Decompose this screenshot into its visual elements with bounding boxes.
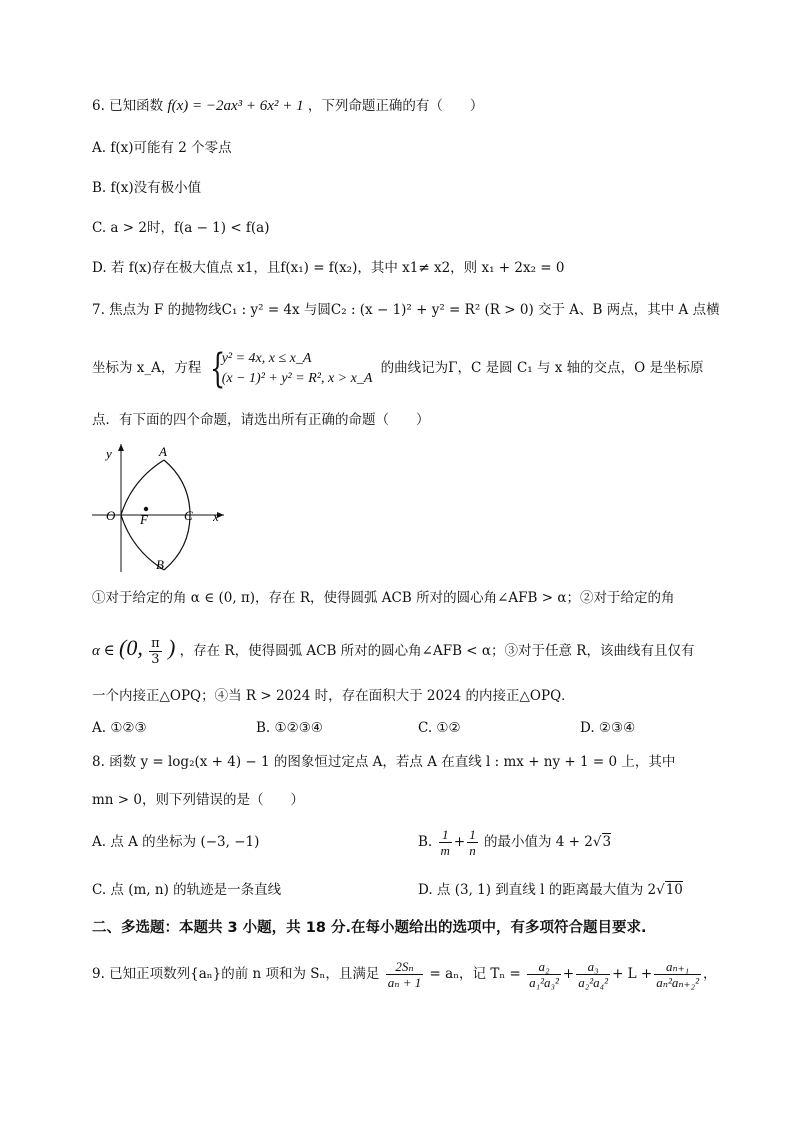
q9-plus1: + — [562, 966, 575, 982]
brace-glyph: { — [209, 345, 225, 392]
q7-close-paren: ) — [168, 635, 176, 660]
q6-option-d: D. 若 f(x)存在极大值点 x1，且f(x₁) = f(x₂)，其中 x1≠ x2，则 x₁ + 2x₂ = 0 — [92, 260, 565, 276]
q8-frac-1-over-m — [439, 827, 452, 858]
q7-option-c: C. ①② — [418, 720, 461, 736]
label-C: C — [184, 508, 193, 523]
label-B: B — [156, 557, 164, 572]
q9-end: ， — [702, 966, 717, 982]
q6-stem-suffix: ，下列命题正确的有（ ） — [307, 98, 484, 114]
q7-system-row1: y² = 4x, x ≤ x_A — [221, 350, 312, 366]
q7-stem-line2-prefix: 坐标为 x_A，方程 — [92, 360, 202, 376]
q7-option-a: A. ①②③ — [92, 720, 147, 736]
focus-point — [144, 507, 148, 511]
q9-term1-den: a₁²a₃² — [529, 975, 559, 990]
q7-statements-line3: 一个内接正△OPQ；④当 R > 2024 时，存在面积大于 2024 的内接正△OPQ． — [92, 688, 575, 704]
q9-frac-num: 2Sₙ — [395, 959, 414, 974]
q7-option-d: D. ②③④ — [580, 720, 636, 736]
q8-stem-line2: mn > 0，则下列错误的是（ ） — [92, 792, 304, 808]
q7-statements-line1: ①对于给定的角 α ∈ (0, π)，存在 R，使得圆弧 ACB 所对的圆心角∠AFB > α；②对于给定的角 — [92, 590, 675, 606]
label-O: O — [106, 508, 116, 523]
q7-alpha-in: α ∈ — [92, 643, 115, 659]
q9-stem — [92, 954, 716, 994]
y-axis-arrow — [118, 444, 124, 451]
q8-option-d — [418, 880, 683, 900]
sqrt-sign: √ — [592, 834, 602, 850]
label-y: y — [106, 446, 112, 461]
q8-frac1-num: 1 — [441, 827, 449, 842]
q9-term1 — [527, 959, 561, 990]
q9-frac-2Sn — [386, 959, 424, 990]
sqrt-sign: √ — [656, 882, 665, 898]
q7-statements-line2-suffix: ，存在 R，使得圆弧 ACB 所对的圆心角∠AFB < α；③对于任意 R，该曲线有且仅有 — [179, 643, 695, 659]
q7-figure — [92, 438, 232, 574]
q9-term3 — [654, 959, 701, 990]
q6-stem — [92, 96, 483, 116]
q7-stem-line2-suffix: 的曲线记为Γ，C 是圆 C₁ 与 x 轴的交点，O 是坐标原 — [380, 360, 704, 376]
q9-term2-num: a₃ — [587, 959, 599, 974]
q8-option-c: C. 点 (m, n) 的轨迹是一条直线 — [92, 882, 282, 898]
q9-term3-den: aₙ²aₙ₊₂² — [656, 975, 699, 990]
q8-option-b — [418, 824, 611, 860]
q7-frac-den: 3 — [149, 651, 162, 667]
q6-stem-prefix: 6. 已知函数 — [92, 98, 164, 114]
q6-option-b: B. f(x)没有极小值 — [92, 180, 202, 196]
label-x: x — [213, 509, 219, 524]
q7-stem-line2 — [92, 346, 704, 390]
q6-option-c: C. a > 2时，f(a − 1) < f(a) — [92, 220, 270, 236]
q8-frac2-num: 1 — [469, 827, 476, 842]
q8-root-10: 10 — [665, 882, 683, 898]
q7-equation-system — [209, 345, 373, 392]
parabola-upper-arc — [121, 460, 164, 515]
q7-option-b: B. ①②③④ — [256, 720, 323, 736]
q9-frac-den: aₙ + 1 — [387, 975, 422, 990]
q8-plus: + — [453, 834, 466, 850]
q6-option-a: A. f(x)可能有 2 个零点 — [92, 140, 232, 156]
q8-frac1-den: m — [440, 843, 450, 858]
q8-option-b-suffix: 的最小值为 4 + 2 — [484, 834, 593, 850]
q7-statements-line2 — [92, 630, 694, 669]
q7-open-paren: (0, — [119, 635, 143, 660]
q9-prefix: 9. 已知正项数列{aₙ}的前 n 项和为 Sₙ，且满足 — [92, 966, 380, 982]
section-2-heading: 二、多选题：本题共 3 小题，共 18 分.在每小题给出的选项中，有多项符合题目要求. — [92, 920, 647, 936]
q8-option-d-prefix: D. 点 (3, 1) 到直线 l 的距离最大值为 2 — [418, 882, 657, 898]
q9-plus2: + L + — [612, 966, 653, 982]
q6-function-formula: f(x) = −2ax³ + 6x² + 1 — [167, 98, 304, 114]
label-A: A — [159, 444, 167, 459]
q8-root-3: 3 — [602, 834, 612, 850]
q8-option-b-prefix: B. — [418, 834, 433, 850]
label-F: F — [140, 512, 148, 527]
q8-option-a: A. 点 A 的坐标为 (−3, −1) — [92, 834, 260, 850]
q8-frac2-den: n — [469, 843, 476, 858]
q8-frac-1-over-n — [467, 827, 478, 858]
q9-term1-num: a₂ — [538, 959, 550, 974]
q9-mid: = aₙ，记 Tₙ = — [429, 966, 521, 982]
q7-system-row2: (x − 1)² + y² = R², x > x_A — [221, 370, 373, 386]
q7-stem-line3: 点．有下面的四个命题，请选出所有正确的命题（ ） — [92, 412, 430, 428]
q9-term2-den: a₂²a₄² — [578, 975, 609, 990]
q7-pi-over-3 — [149, 636, 162, 667]
q7-frac-num: π — [151, 636, 160, 651]
q7-stem-line1: 7. 焦点为 F 的抛物线C₁ : y² = 4x 与圆C₂ : (x − 1)² + y² = R² (R > 0) 交于 A、B 两点，其中 A 点横 — [92, 302, 720, 318]
q9-term2 — [576, 959, 610, 990]
q9-term3-num: aₙ₊₁ — [666, 959, 690, 974]
q8-stem-line1: 8. 函数 y = log₂(x + 4) − 1 的图象恒过定点 A，若点 A 在直线 l : mx + ny + 1 = 0 上，其中 — [92, 754, 676, 770]
